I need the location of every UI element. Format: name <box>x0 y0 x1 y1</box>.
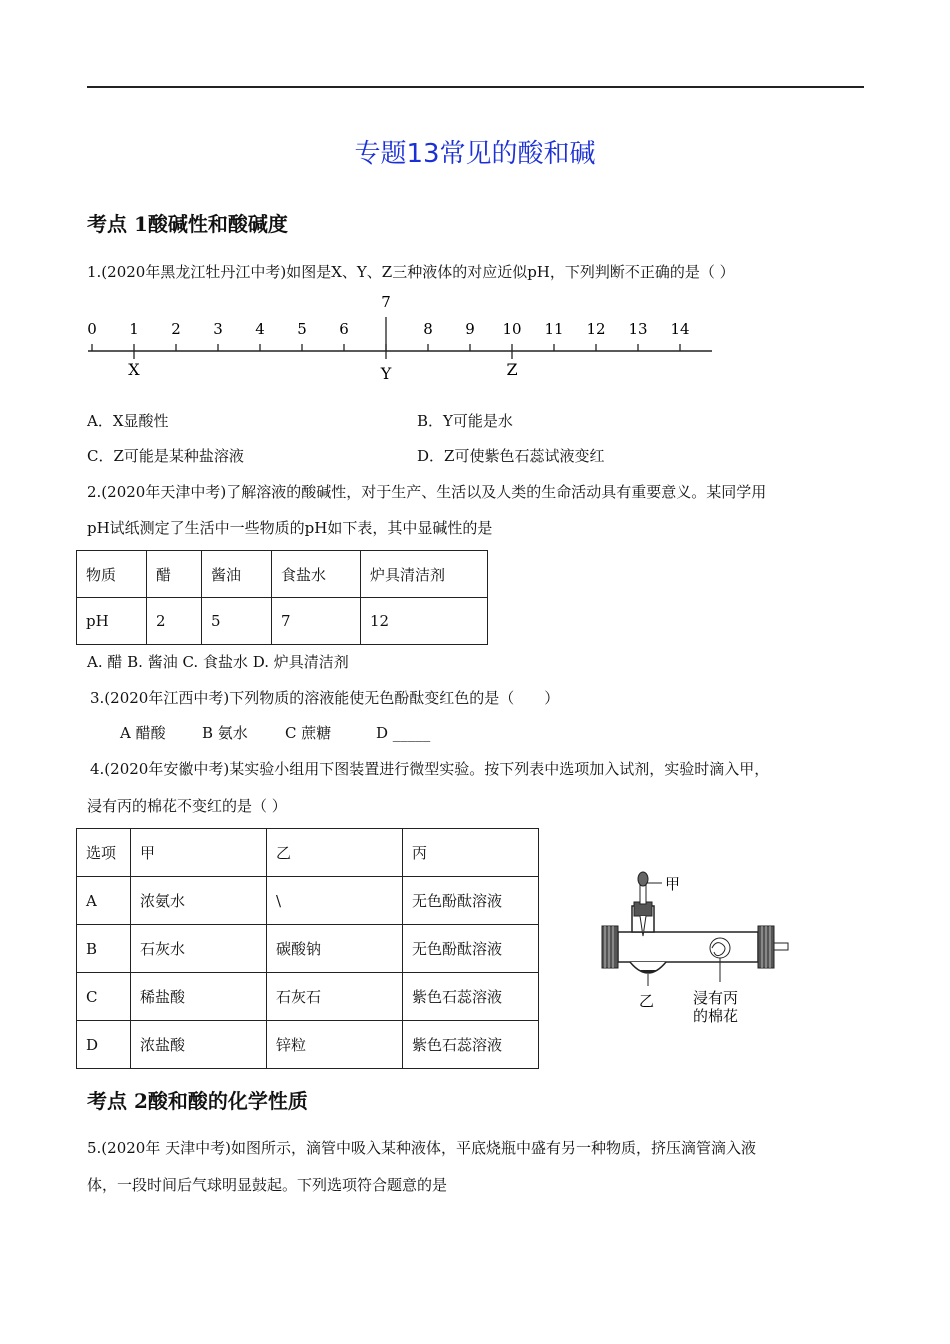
table-cell: 甲 <box>131 829 267 877</box>
q4-line-2: 浸有丙的棉花不变红的是（ ） <box>87 797 287 815</box>
marker-label-z: Z <box>506 360 518 379</box>
table-cell: 浓氨水 <box>131 877 267 925</box>
q1-option-a: A．X显酸性 <box>87 412 169 430</box>
table-header-row <box>77 551 488 598</box>
q1-option-d: D．Z可使紫色石蕊试液变红 <box>417 447 605 465</box>
q1-stem: 1.(2020年黑龙江牡丹江中考)如图是X、Y、Z三种液体的对应近似pH，下列判断不正确的是（ ） <box>87 263 735 281</box>
table-cell: 紫色石蕊溶液 <box>403 1021 539 1069</box>
q3-option-b: B 氨水 <box>202 724 248 742</box>
table-cell: 炉具清洁剂 <box>361 551 488 598</box>
table-cell: B <box>77 925 131 973</box>
tick-label: 14 <box>670 320 690 338</box>
table-cell: 5 <box>202 598 272 645</box>
header-rule <box>87 86 864 88</box>
q1-option-b: B．Y可能是水 <box>417 412 513 430</box>
tick-label: 2 <box>171 320 181 338</box>
table-cell: 选项 <box>77 829 131 877</box>
label-yi: 乙 <box>639 992 655 1010</box>
table-cell: D <box>77 1021 131 1069</box>
q3-option-a: A 醋酸 <box>120 724 166 742</box>
section-heading-1: 考点 1酸碱性和酸碱度 <box>87 212 288 236</box>
q3-option-c: C 蔗糖 <box>285 724 332 742</box>
reagent-table <box>76 828 539 1069</box>
q1-option-c: C．Z可能是某种盐溶液 <box>87 447 244 465</box>
table-cell: 石灰水 <box>131 925 267 973</box>
table-cell: 丙 <box>403 829 539 877</box>
table-cell: 无色酚酞溶液 <box>403 877 539 925</box>
table-cell: 2 <box>147 598 202 645</box>
table-cell: pH <box>77 598 147 645</box>
table-cell: 12 <box>361 598 488 645</box>
table-cell: C <box>77 973 131 1021</box>
table-cell: 酱油 <box>202 551 272 598</box>
table-row <box>77 925 539 973</box>
tick-group <box>87 293 689 351</box>
table-cell: 物质 <box>77 551 147 598</box>
tick-label: 4 <box>255 320 265 338</box>
q2-line-2: pH试纸测定了生活中一些物质的pH如下表，其中显碱性的是 <box>87 519 493 537</box>
page-title: 专题13常见的酸和碱 <box>354 139 596 169</box>
table-cell: 稀盐酸 <box>131 973 267 1021</box>
tick-label: 8 <box>423 320 433 338</box>
table-cell: 紫色石蕊溶液 <box>403 973 539 1021</box>
q3-stem: 3.(2020年江西中考)下列物质的溶液能使无色酚酞变红色的是（ ） <box>90 689 560 707</box>
table-cell: 石灰石 <box>267 973 403 1021</box>
table-cell: 浓盐酸 <box>131 1021 267 1069</box>
glass-tube <box>618 932 758 962</box>
tick-label: 9 <box>465 320 475 338</box>
tick-label: 1 <box>129 320 139 338</box>
tick-label: 6 <box>339 320 349 338</box>
label-bing-1: 浸有丙 <box>693 989 739 1007</box>
table-row <box>77 1021 539 1069</box>
q4-line-1: 4.(2020年安徽中考)某实验小组用下图装置进行微型实验。按下列表中选项加入试剂，实验时滴入甲， <box>90 760 770 778</box>
apparatus-figure <box>598 866 798 1031</box>
q2-line-1: 2.(2020年天津中考)了解溶液的酸碱性，对于生产、生活以及人类的生命活动具有重要意义。某同学用 <box>87 483 767 501</box>
table-row <box>77 598 488 645</box>
tick-label: 13 <box>628 320 648 338</box>
table-cell: 7 <box>272 598 361 645</box>
tick-label: 0 <box>87 320 97 338</box>
marker-label-x: X <box>128 360 140 379</box>
marker-label-y: Y <box>380 364 392 383</box>
q2-options: A. 醋 B. 酱油 C. 食盐水 D. 炉具清洁剂 <box>87 653 349 671</box>
tick-label: 12 <box>586 320 606 338</box>
table-cell: 碳酸钠 <box>267 925 403 973</box>
tick-label: 3 <box>213 320 223 338</box>
ph-table <box>76 550 488 645</box>
left-stopper <box>602 926 618 968</box>
table-cell: A <box>77 877 131 925</box>
q5-line-1: 5.(2020年 天津中考)如图所示，滴管中吸入某种液体，平底烧瓶中盛有另一种物质，挤压滴管滴入液 <box>87 1139 756 1157</box>
tick-label: 7 <box>381 293 391 311</box>
outlet-tube <box>774 943 788 950</box>
section-heading-2: 考点 2酸和酸的化学性质 <box>87 1089 308 1113</box>
table-cell: \ <box>267 877 403 925</box>
table-cell: 锌粒 <box>267 1021 403 1069</box>
tick-label: 11 <box>544 320 564 338</box>
table-row <box>77 877 539 925</box>
tick-label: 5 <box>297 320 307 338</box>
table-row <box>77 973 539 1021</box>
table-cell: 食盐水 <box>272 551 361 598</box>
table-cell: 乙 <box>267 829 403 877</box>
table-cell: 醋 <box>147 551 202 598</box>
table-cell: 无色酚酞溶液 <box>403 925 539 973</box>
dropper <box>640 884 646 904</box>
marker-group <box>128 317 517 383</box>
q5-line-2: 体，一段时间后气球明显鼓起。下列选项符合题意的是 <box>87 1176 448 1194</box>
dropper-bulb <box>638 872 648 886</box>
q3-option-d: D _____ <box>376 724 431 742</box>
ph-number-line <box>80 290 720 390</box>
label-bing-2: 的棉花 <box>693 1007 739 1025</box>
table-header-row <box>77 829 539 877</box>
label-jia: 甲 <box>665 875 681 893</box>
tick-label: 10 <box>502 320 522 338</box>
